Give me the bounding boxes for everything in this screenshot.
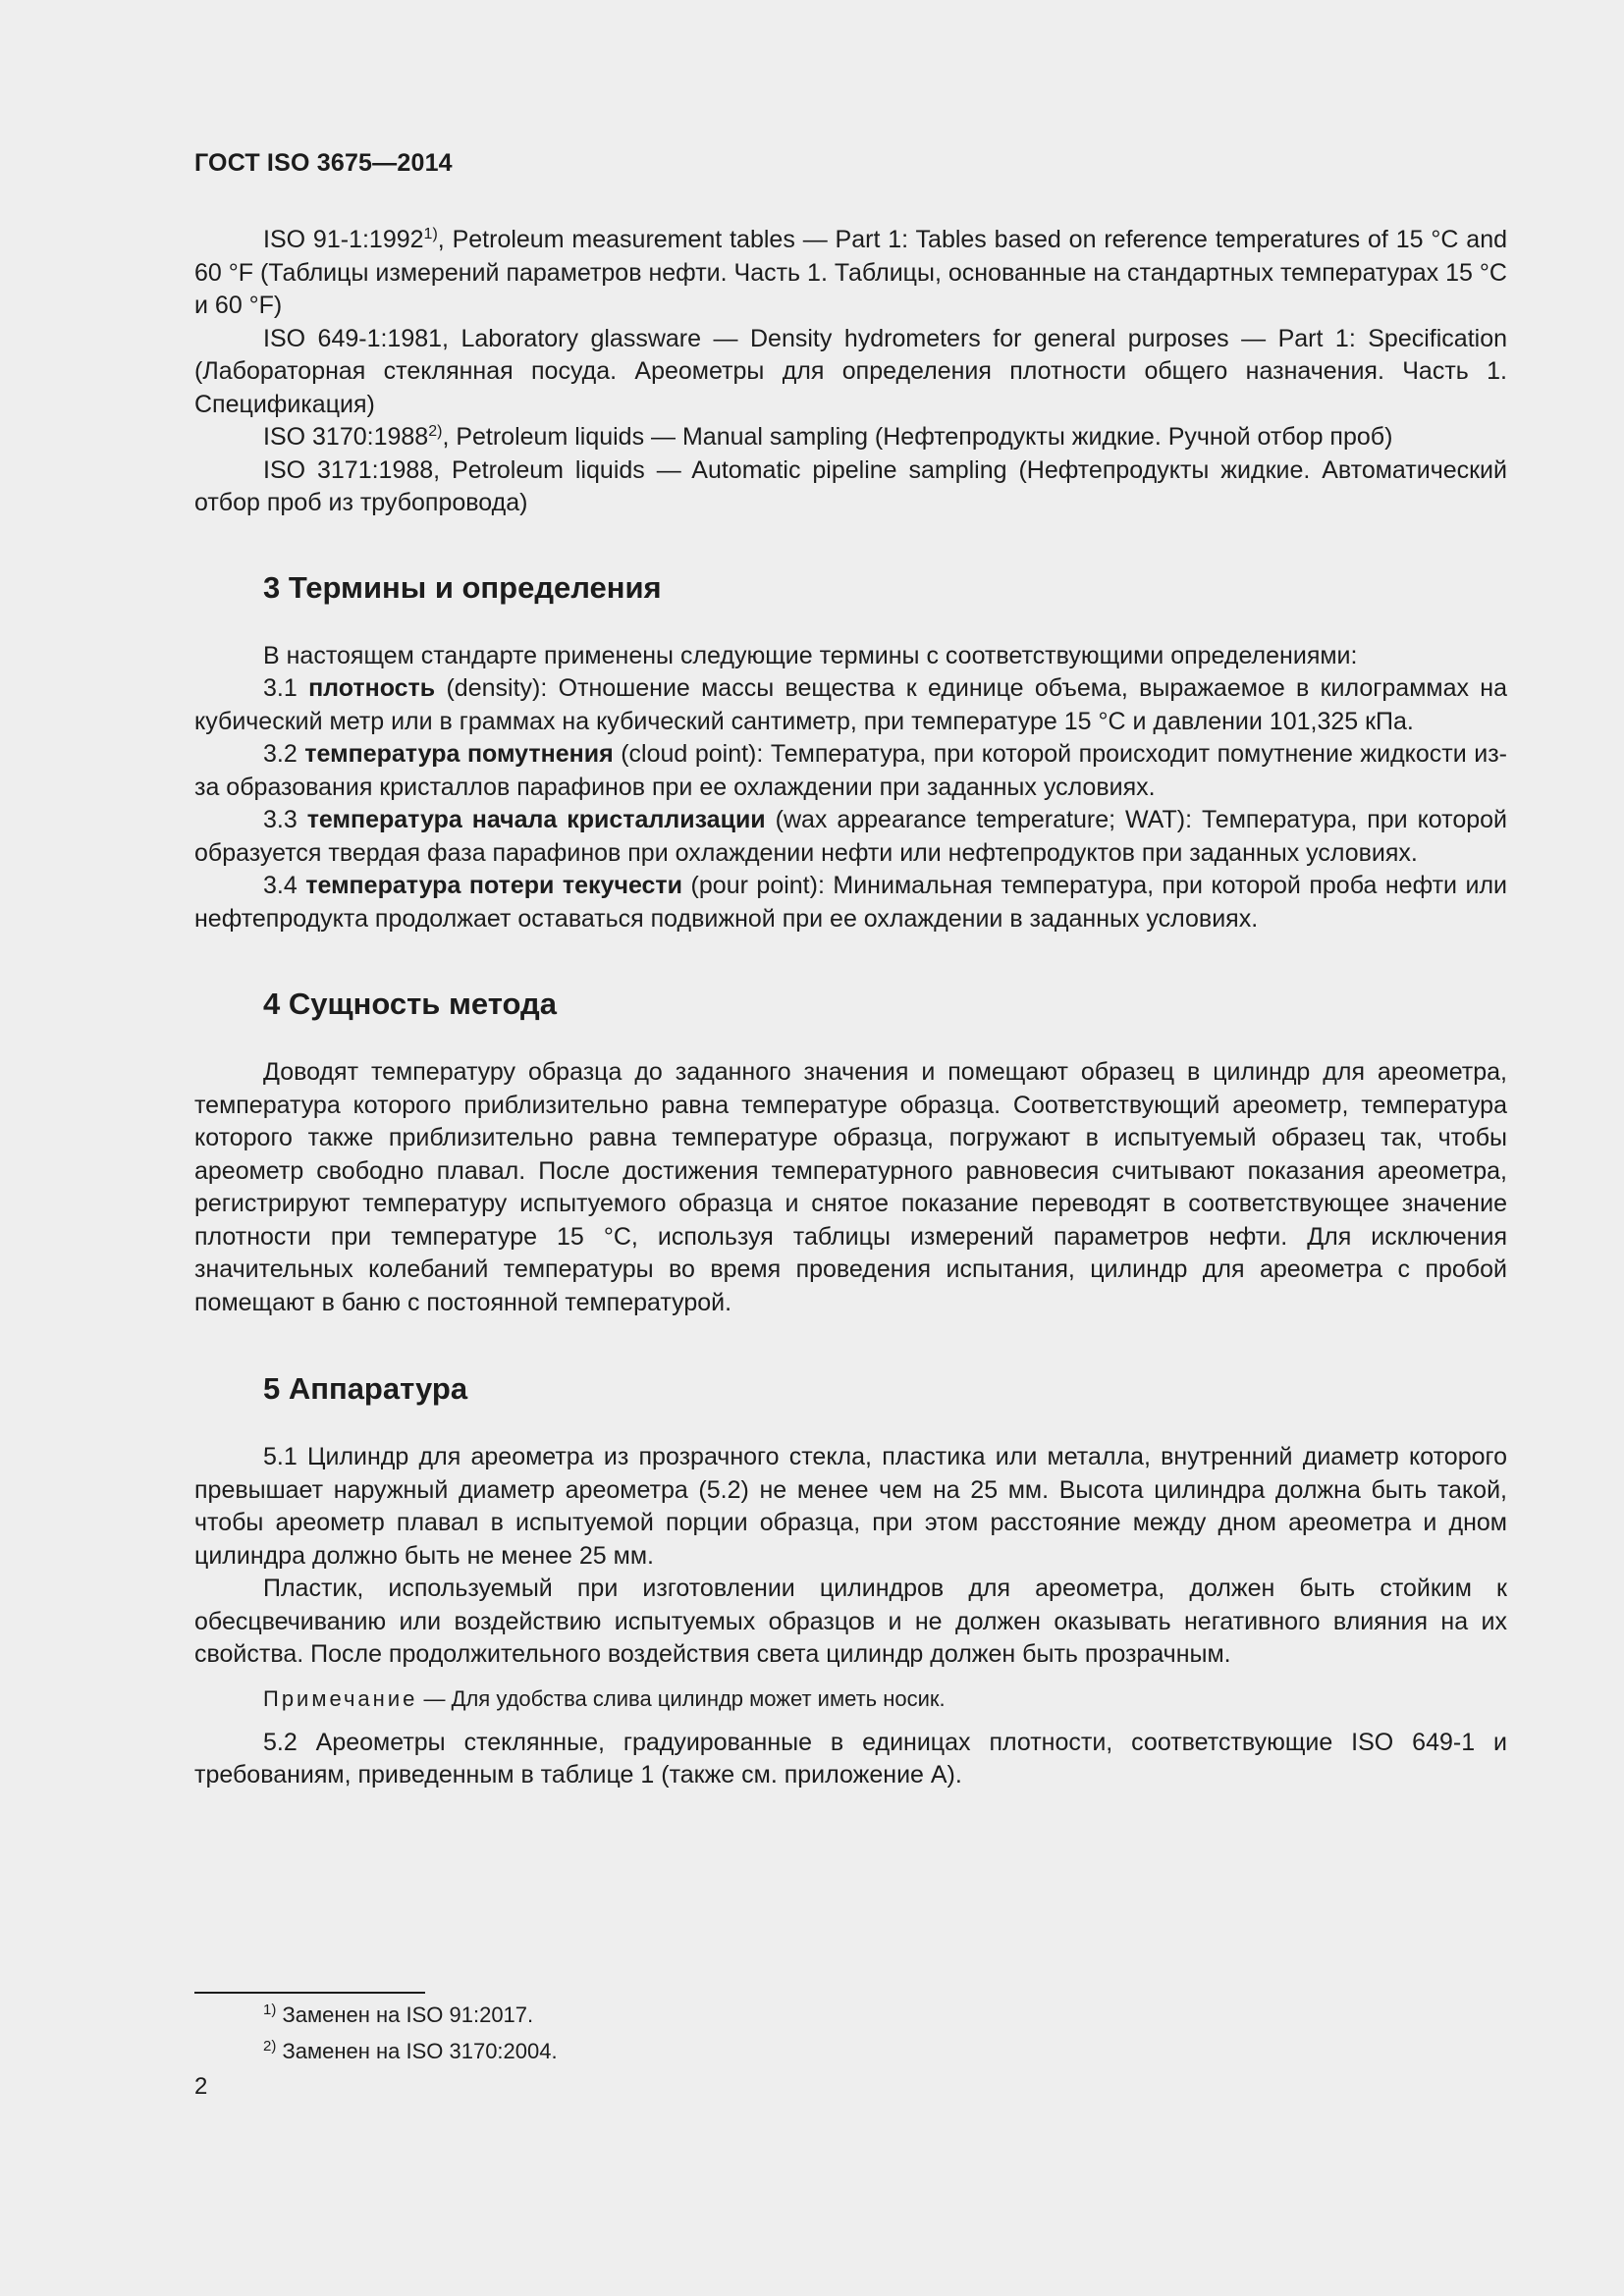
- note: [194, 1684, 1507, 1714]
- footnote-ref: 2): [428, 423, 443, 440]
- note-text: — Для удобства слива цилиндр может иметь носик.: [417, 1685, 946, 1711]
- terms-intro: В настоящем стандарте применены следующие термины с соответствующими определениями:: [263, 641, 1358, 669]
- clause-5-2: 5.2 Ареометры стеклянные, градуированные в единицах плотности, соответствующие ISO 649-1 и требованиям, приведенным в таблице 1 (также см. приложение А).: [194, 1728, 1507, 1789]
- document-header: ГОСТ ISO 3675—2014: [194, 149, 453, 177]
- term-definition: (density): Отношение массы вещества к единице объема, выражаемое в килограммах на кубический метр или в граммах на кубический сантиметр, при температуре 15 °C и давлении 101,325 кПа.: [194, 674, 1508, 735]
- term-definition: (pour point): Минимальная температура, при которой проба нефти или нефтепродукта продолжает оставаться подвижной при ее охлаждении в заданных условиях.: [194, 872, 1508, 933]
- footnote-2: [263, 2033, 558, 2069]
- reference-iso-649-1: ISO 649-1:1981, Laboratory glassware — Density hydrometers for general purposes — Part 1: Specification (Лабораторная стеклянная посуда. Ареометры для определения плотности общего назначения. Часть 1. Спецификация): [194, 324, 1507, 418]
- term-cloud-point: [194, 738, 1507, 804]
- term-pour-point: [194, 870, 1507, 935]
- clause-5-1-plastic: Пластик, используемый при изготовлении цилиндров для ареометра, должен быть стойким к обесцвечиванию или воздействию испытуемых образцов и не должен оказывать негативного влияния на их свойства. После продолжительного воздействия света цилиндр должен быть прозрачным.: [194, 1575, 1507, 1668]
- term-definition: (cloud point): Температура, при которой происходит помутнение жидкости из-за образования кристаллов парафинов при ее охлаждении при заданных условиях.: [194, 740, 1507, 801]
- reference-iso-3170: [194, 421, 1507, 454]
- term-name: плотность: [308, 674, 436, 702]
- term-number: 3.1: [263, 674, 309, 702]
- note-label: Примечание: [263, 1685, 418, 1711]
- clause-5-1: 5.1 Цилиндр для ареометра из прозрачного стекла, пластика или металла, внутренний диаметр которого превышает наружный диаметр ареометра (5.2) не менее чем на 25 мм. Высота цилиндра должна быть такой, чтобы ареометр плавал в испытуемой порции образца, при этом расстояние между дном ареометра и дном цилиндра должно быть не менее 25 мм.: [194, 1443, 1507, 1570]
- footnote-divider: [194, 1992, 425, 1994]
- term-number: 3.4: [263, 872, 306, 899]
- footnote-text: Заменен на ISO 91:2017.: [276, 2002, 534, 2027]
- reference-iso-3171: ISO 3171:1988, Petroleum liquids — Automatic pipeline sampling (Нефтепродукты жидкие. Автоматический отбор проб из трубопровода): [194, 455, 1507, 516]
- footnote-mark: 1): [263, 2002, 277, 2018]
- term-name: температура помутнения: [304, 740, 614, 768]
- section-heading-terms: 3 Термины и определения: [263, 569, 662, 605]
- term-name: температура потери текучести: [305, 872, 683, 899]
- footnote-text: Заменен на ISO 3170:2004.: [276, 2039, 558, 2063]
- method-description: Доводят температуру образца до заданного значения и помещают образец в цилиндр для ареометра, температура которого приблизительно равна температуре образца. Соответствующий ареометр, температура которого также приблизительно равна температуре образца, погружают в испытуемый образец так, чтобы ареометр свободно плавал. После достижения температурного равновесия считывают показания ареометра, регистрируют температуру испытуемого образца и снятое показание переводят в соответствующее значение плотности при температуре 15 °C, используя таблицы измерений параметров нефти. Для исключения значительных колебаний температуры во время проведения испытания, цилиндр для ареометра с пробой помещают в баню с постоянной температурой.: [194, 1058, 1507, 1316]
- term-number: 3.3: [263, 806, 307, 833]
- reference-code: ISO 91-1:1992: [263, 226, 424, 253]
- section-heading-apparatus: 5 Аппаратура: [263, 1371, 468, 1406]
- term-definition: (wax appearance temperature; WAT): Температура, при которой образуется твердая фаза парафинов при охлаждении нефти или нефтепродуктов при заданных условиях.: [194, 806, 1507, 867]
- term-wax-appearance: [194, 804, 1507, 870]
- footnotes: [263, 1997, 558, 2069]
- reference-text: , Petroleum measurement tables — Part 1: Tables based on reference temperatures of 15 °C and 60 °F (Таблицы измерений параметров нефти. Часть 1. Таблицы, основанные на стандартных температурах 15 °C и 60 °F): [194, 226, 1507, 319]
- term-density: [194, 672, 1507, 738]
- reference-text: , Petroleum liquids — Manual sampling (Нефтепродукты жидкие. Ручной отбор проб): [442, 423, 1393, 451]
- page-number: 2: [194, 2073, 208, 2100]
- reference-code: ISO 3170:1988: [263, 423, 429, 451]
- footnote-1: [263, 1997, 558, 2033]
- section-heading-method: 4 Сущность метода: [263, 987, 557, 1021]
- reference-iso-91-1: [194, 224, 1507, 323]
- term-name: температура начала кристаллизации: [306, 806, 766, 833]
- footnote-mark: 2): [263, 2038, 277, 2055]
- page-content: [194, 224, 1507, 1792]
- footnote-ref: 1): [423, 226, 438, 242]
- term-number: 3.2: [263, 740, 305, 768]
